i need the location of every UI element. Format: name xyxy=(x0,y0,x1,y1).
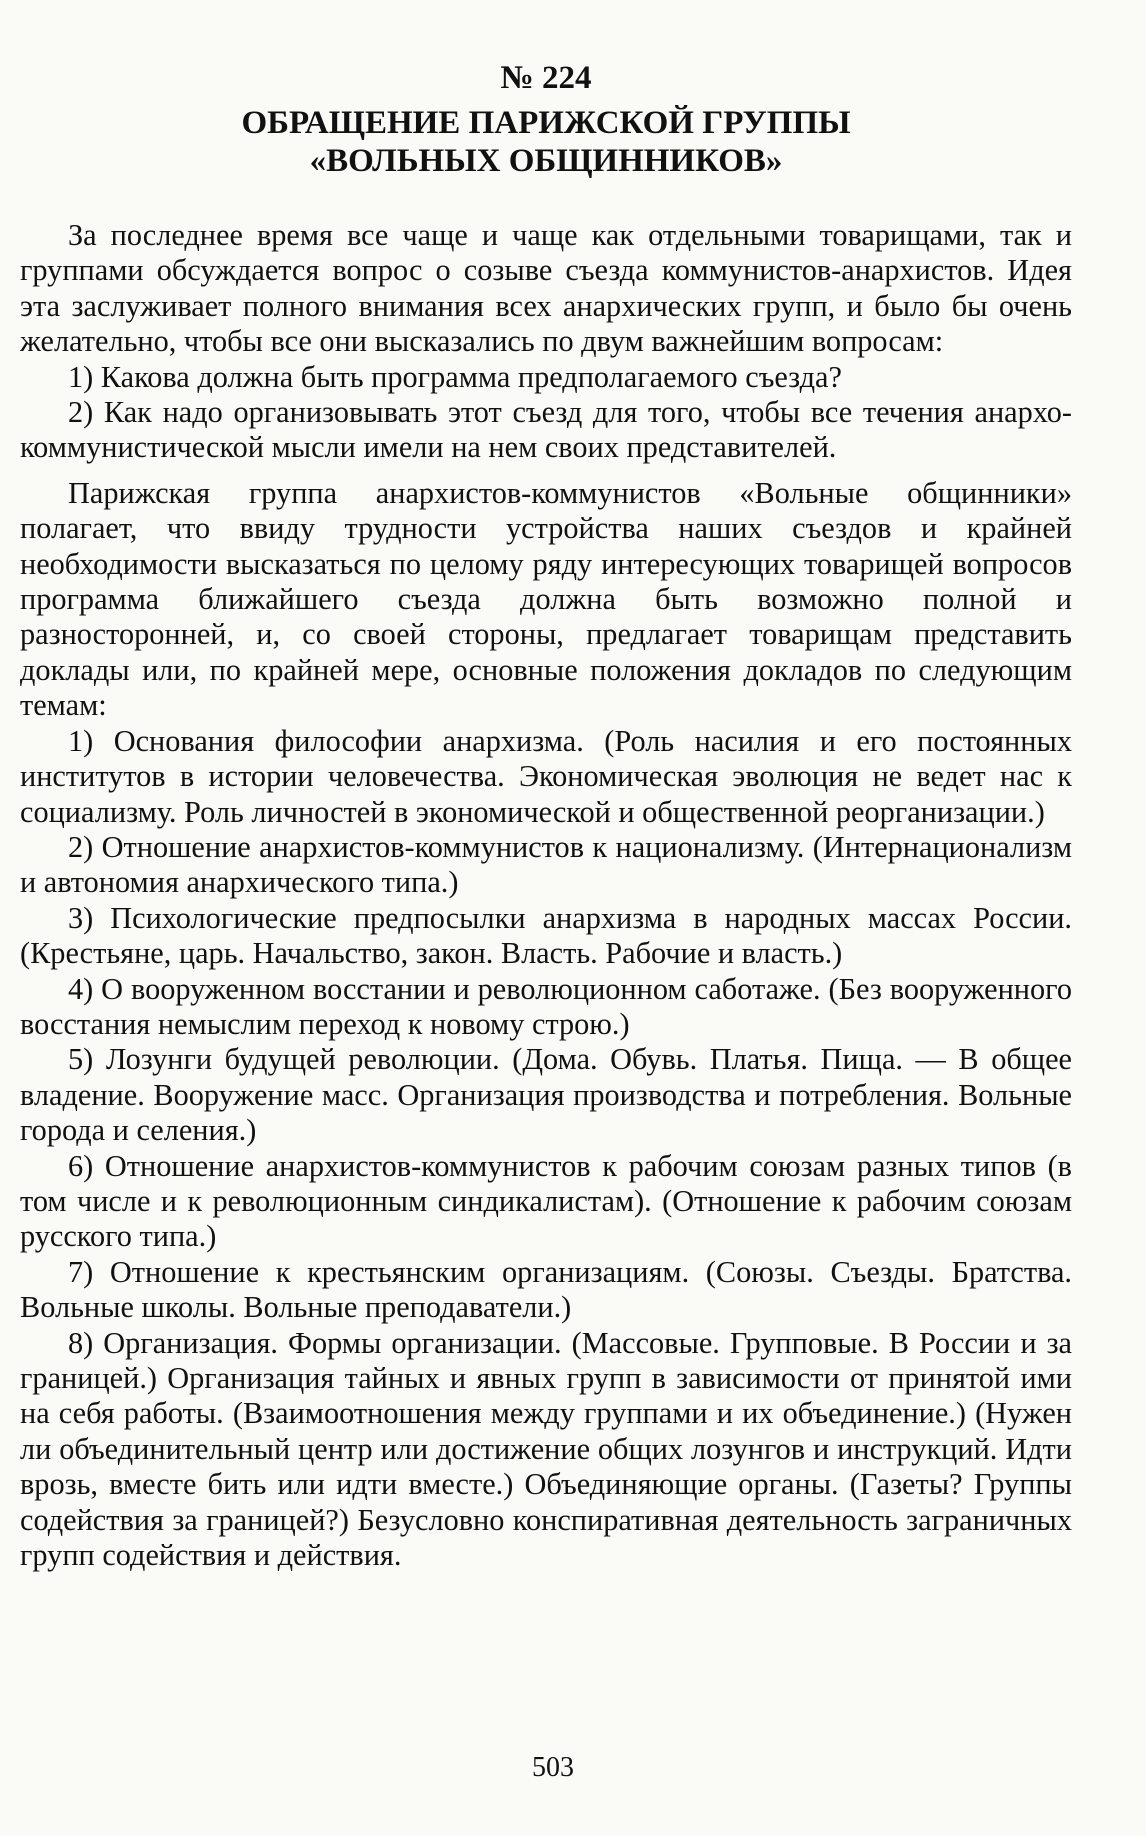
document-title-line-1: ОБРАЩЕНИЕ ПАРИЖСКОЙ ГРУППЫ xyxy=(241,105,851,141)
paragraph-topic-5: 5) Лозунги будущей революции. (Дома. Обувь. Платья. Пища. — В общее владение. Вооружение масс. Организация производства и потребления. Вольные города и селения.) xyxy=(20,1042,1072,1148)
document-number: № 224 xyxy=(500,60,592,96)
paragraph-topic-3: 3) Психологические предпосылки анархизма в народных массах России. (Крестьяне, царь. Начальство, закон. Власть. Рабочие и власть.) xyxy=(20,900,1072,971)
paragraph-topic-2: 2) Отношение анархистов-коммунистов к национализму. (Интернационализм и автономия анархического типа.) xyxy=(20,829,1072,900)
page-number: 503 xyxy=(532,1752,574,1783)
paragraph-intro: За последнее время все чаще и чаще как отдельными товарищами, так и группами обсуждается вопрос о созыве съезда коммунистов-анархистов. Идея эта заслуживает полного внимания всех анархических групп, и было бы очень желательно, чтобы все они высказались по двум важнейшим вопросам: xyxy=(20,218,1072,359)
paragraph-topic-6: 6) Отношение анархистов-коммунистов к рабочим союзам разных типов (в том числе и к революционным синдикалистам). (Отношение к рабочим союзам русского типа.) xyxy=(20,1148,1072,1254)
document-page xyxy=(20,60,1072,1573)
paragraph-question-1: 1) Какова должна быть программа предполагаемого съезда? xyxy=(68,359,842,394)
document-title-line-2: «ВОЛЬНЫХ ОБЩИННИКОВ» xyxy=(309,143,783,179)
document-body xyxy=(20,218,1072,1573)
paragraph-topic-7: 7) Отношение к крестьянским организациям. (Союзы. Съезды. Братства. Вольные школы. Вольные преподаватели.) xyxy=(20,1254,1072,1325)
paragraph-topic-8: 8) Организация. Формы организации. (Массовые. Групповые. В России и за границей.) Организация тайных и явных групп в зависимости от принятой ими на себя работы. (Взаимоотношения между группами и их объединение.) (Нужен ли объединительный центр или достижение общих лозунгов и инструкций. Идти врозь, вместе бить или идти вместе.) Объединяющие органы. (Газеты? Группы содействия за границей?) Безусловно конспиративная деятельность заграничных групп содействия и действия. xyxy=(20,1325,1072,1573)
paragraph-proposal: Парижская группа анархистов-коммунистов «Вольные общинники» полагает, что ввиду трудности устройства наших съездов и крайней необходимости высказаться по целому ряду интересующих товарищей вопросов программа ближайшего съезда должна быть возможно полной и разносторонней, и, со своей стороны, предлагает товарищам представить доклады или, по крайней мере, основные положения докладов по следующим темам: xyxy=(20,475,1072,723)
paragraph-question-2: 2) Как надо организовывать этот съезд для того, чтобы все течения анархо-коммунистической мысли имели на нем своих представителей. xyxy=(20,395,1072,465)
paragraph-topic-4: 4) О вооруженном восстании и революционном саботаже. (Без вооруженного восстания немыслим переход к новому строю.) xyxy=(20,971,1072,1041)
paragraph-topic-1: 1) Основания философии анархизма. (Роль насилия и его постоянных институтов в истории человечества. Экономическая эволюция не ведет нас к социализму. Роль личностей в экономической и общественной реорганизации.) xyxy=(20,723,1072,829)
